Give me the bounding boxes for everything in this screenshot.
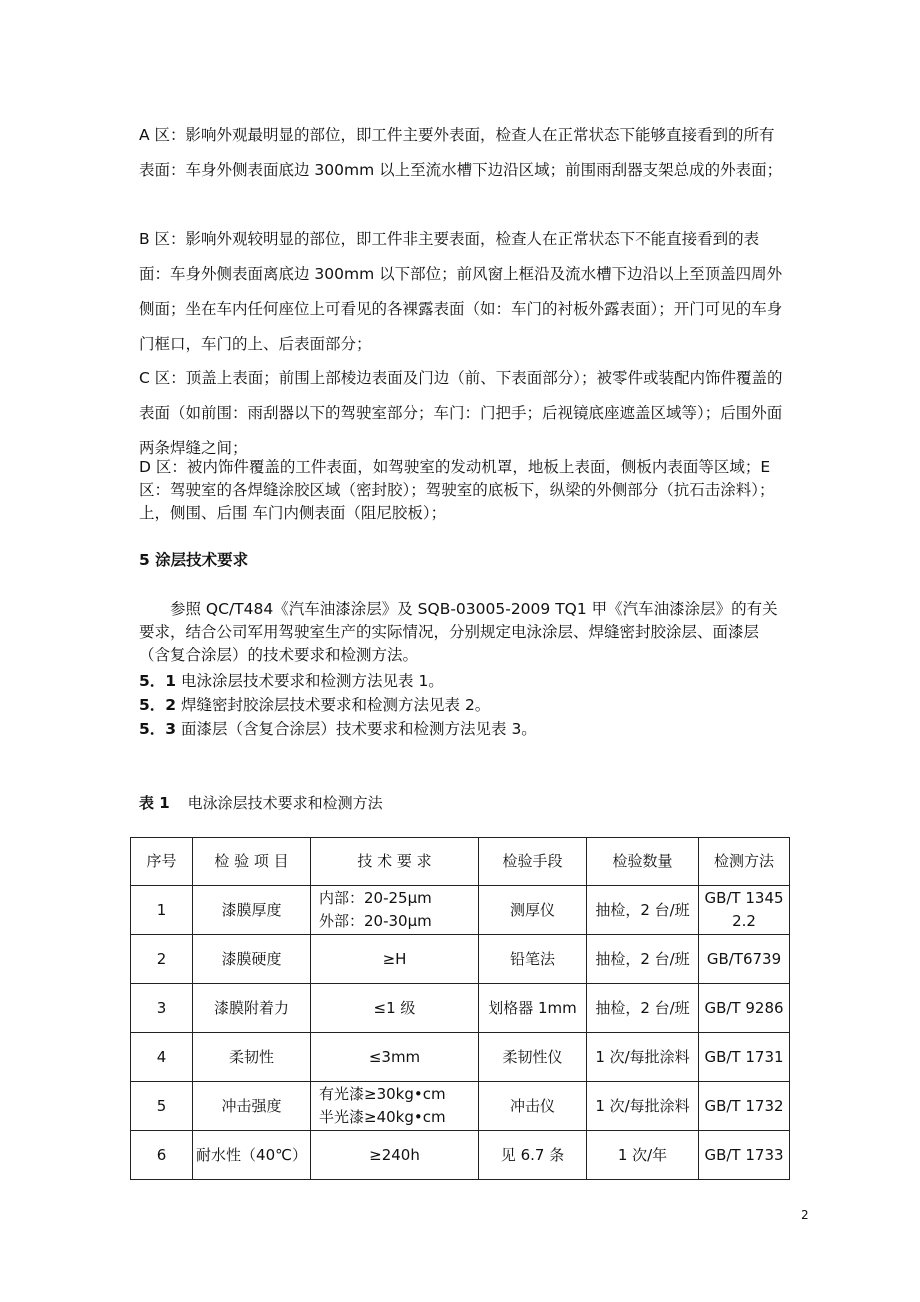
table-row [131, 984, 790, 1033]
cell-no: 4 [131, 1033, 193, 1082]
header-cell: 序号 [131, 838, 193, 886]
cell-quantity: 1 次/年 [587, 1131, 699, 1180]
subsection-text: 面漆层（含复合涂层）技术要求和检测方法见表 3。 [181, 720, 537, 738]
cell-requirement [311, 886, 479, 935]
subsection-number: 5．2 [139, 696, 177, 714]
cell-quantity: 1 次/每批涂料 [587, 1082, 699, 1131]
requirement-line: 外部：20-30µm [319, 912, 432, 930]
page-number: 2 [801, 1208, 809, 1222]
cell-quantity: 1 次/每批涂料 [587, 1033, 699, 1082]
cell-method: GB/T 1731 [699, 1033, 790, 1082]
subsection-number: 5．1 [139, 672, 177, 690]
cell-no: 6 [131, 1131, 193, 1180]
section-intro [139, 598, 789, 667]
cell-no: 2 [131, 935, 193, 984]
cell-item: 柔韧性 [193, 1033, 311, 1082]
cell-no: 5 [131, 1082, 193, 1131]
table-header-row [131, 838, 790, 886]
table-caption-text: 电泳涂层技术要求和检测方法 [187, 794, 383, 812]
table-row [131, 886, 790, 935]
table-row [131, 1033, 790, 1082]
cell-quantity: 抽检，2 台/班 [587, 984, 699, 1033]
subsection-text: 电泳涂层技术要求和检测方法见表 1。 [181, 672, 444, 690]
header-cell: 技 术 要 求 [311, 838, 479, 886]
header-cell: 检测方法 [699, 838, 790, 886]
cell-no: 1 [131, 886, 193, 935]
cell-item: 冲击强度 [193, 1082, 311, 1131]
header-cell: 检验数量 [587, 838, 699, 886]
cell-requirement: ≥H [311, 935, 479, 984]
section-heading: 5 涂层技术要求 [139, 551, 249, 569]
cell-item: 漆膜硬度 [193, 935, 311, 984]
subsection-text: 焊缝密封胶涂层技术要求和检测方法见表 2。 [181, 696, 491, 714]
cell-means: 划格器 1mm [479, 984, 587, 1033]
table-row [131, 935, 790, 984]
table-caption [139, 792, 383, 813]
requirement-line: 内部：20-25µm [319, 889, 432, 907]
cell-method: GB/T6739 [699, 935, 790, 984]
zone-b-paragraph: B 区：影响外观较明显的部位，即工件非主要表面，检查人在正常状态下不能直接看到的表面：车身外侧表面离底边 300mm 以下部位；前风窗上框沿及流水槽下边沿以上至顶盖四周外侧面；坐在车内任何座位上可看见的各裸露表面（如：车门的衬板外露表面）；开门可见的车身门框口，车门的上、后表面部分； [139, 230, 783, 353]
cell-quantity: 抽检，2 台/班 [587, 886, 699, 935]
table-caption-label: 表 1 [139, 794, 170, 812]
cell-means: 测厚仪 [479, 886, 587, 935]
header-cell: 检 验 项 目 [193, 838, 311, 886]
cell-requirement [311, 1082, 479, 1131]
zone-c-paragraph: C 区：顶盖上表面；前围上部棱边表面及门边（前、下表面部分）；被零件或装配内饰件覆盖的表面（如前围：雨刮器以下的驾驶室部分；车门：门把手；后视镜底座遮盖区域等）；后围外面两条焊缝之间； [139, 369, 783, 457]
cell-item: 耐水性（40℃） [193, 1131, 311, 1180]
table-row [131, 1082, 790, 1131]
cell-means: 见 6.7 条 [479, 1131, 587, 1180]
cell-means: 柔韧性仪 [479, 1033, 587, 1082]
subsection-item [139, 670, 444, 693]
cell-means: 铅笔法 [479, 935, 587, 984]
cell-method: GB/T 1732 [699, 1082, 790, 1131]
cell-method: GB/T 1733 [699, 1131, 790, 1180]
cell-item: 漆膜附着力 [193, 984, 311, 1033]
zone-de-paragraph: D 区：被内饰件覆盖的工件表面，如驾驶室的发动机罩，地板上表面，侧板内表面等区域；E 区：驾驶室的各焊缝涂胶区域（密封胶）；驾驶室的底板下，纵梁的外侧部分（抗石击涂料）；上，侧围、后围 车门内侧表面（阻尼胶板）； [139, 458, 775, 522]
requirement-line: 半光漆≥40kg•cm [319, 1108, 446, 1126]
requirement-line: 有光漆≥30kg•cm [319, 1085, 446, 1103]
cell-item: 漆膜厚度 [193, 886, 311, 935]
cell-no: 3 [131, 984, 193, 1033]
cell-quantity: 抽检，2 台/班 [587, 935, 699, 984]
subsection-number: 5．3 [139, 720, 177, 738]
cell-method: GB/T 13452.2 [699, 886, 790, 935]
spec-table [130, 837, 790, 1180]
cell-method: GB/T 9286 [699, 984, 790, 1033]
zone-a-paragraph: A 区：影响外观最明显的部位，即工件主要外表面，检查人在正常状态下能够直接看到的所有表面：车身外侧表面底边 300mm 以上至流水槽下边沿区域；前围雨刮器支架总成的外表面； [139, 126, 783, 179]
header-cell: 检验手段 [479, 838, 587, 886]
cell-requirement: ≤1 级 [311, 984, 479, 1033]
subsection-item [139, 694, 490, 717]
cell-means: 冲击仪 [479, 1082, 587, 1131]
table-row [131, 1131, 790, 1180]
cell-requirement: ≥240h [311, 1131, 479, 1180]
cell-requirement: ≤3mm [311, 1033, 479, 1082]
section-intro-text: 参照 QC/T484《汽车油漆涂层》及 SQB-03005-2009 TQ1 甲《汽车油漆涂层》的有关要求，结合公司军用驾驶室生产的实际情况，分别规定电泳涂层、焊缝密封胶涂层、面漆层（含复合涂层）的技术要求和检测方法。 [139, 600, 778, 664]
subsection-item [139, 718, 537, 741]
